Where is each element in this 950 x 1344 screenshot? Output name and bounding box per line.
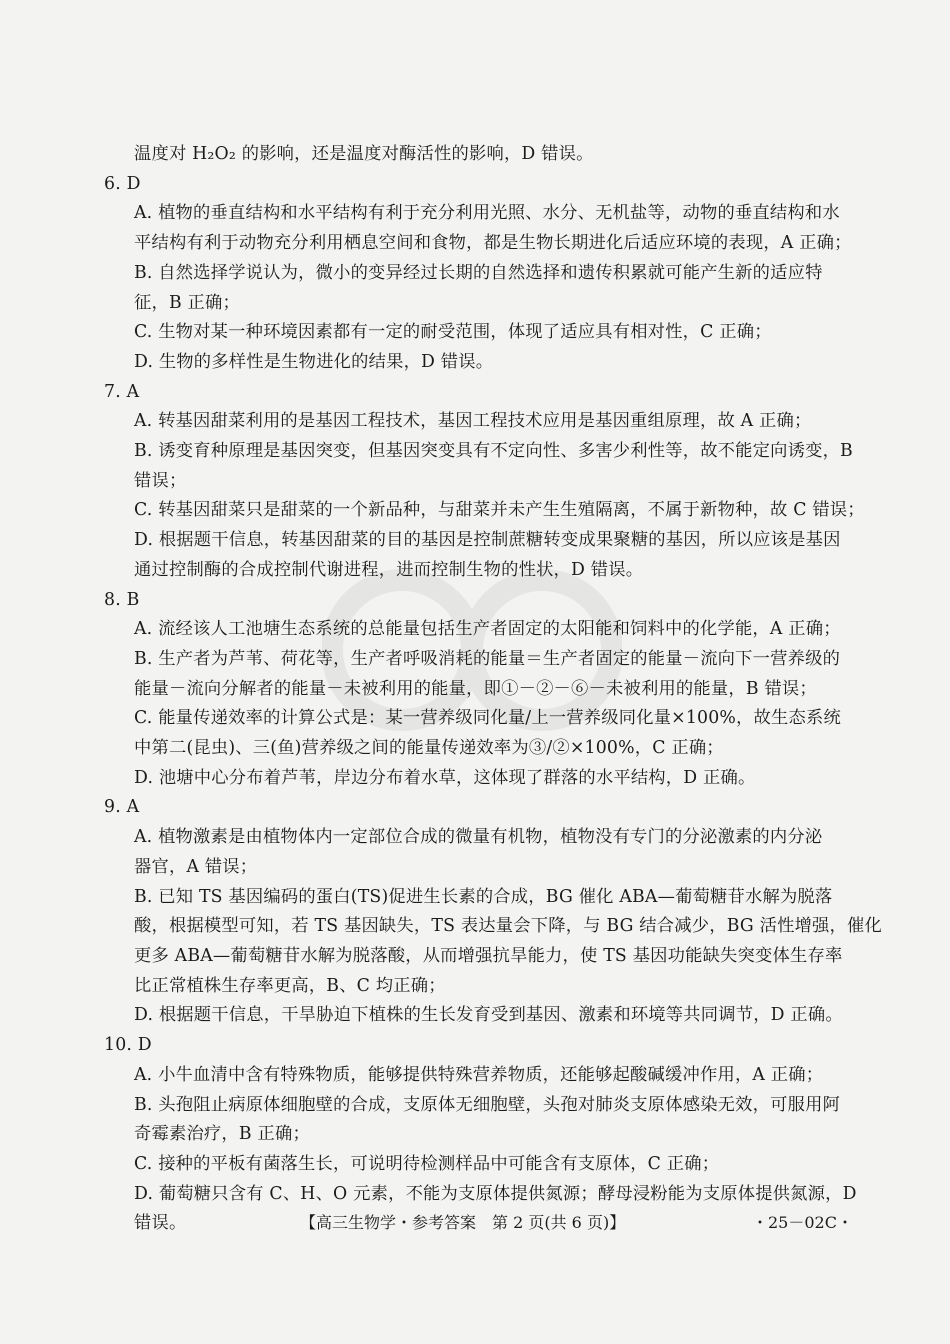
question-number: 7. A (104, 381, 140, 402)
answer-text-body (104, 140, 882, 1239)
answer-line: C. 转基因甜菜只是甜菜的一个新品种，与甜菜并未产生生殖隔离，不属于新物种，故 C 错误； (134, 500, 865, 521)
answer-line: B. 头孢阻止病原体细胞壁的合成，支原体无细胞壁，头孢对肺炎支原体感染无效，可服用阿 (134, 1094, 841, 1115)
question-number: 9. A (104, 797, 140, 818)
answer-line: B. 生产者为芦苇、荷花等，生产者呼吸消耗的能量＝生产者固定的能量－流向下一营养级的 (134, 648, 841, 669)
answer-line: 错误； (134, 470, 187, 491)
answer-line: 更多 ABA—葡萄糖苷水解为脱落酸，从而增强抗旱能力，使 TS 基因功能缺失突变体生存率 (134, 945, 843, 966)
question-number: 10. D (104, 1035, 152, 1056)
answer-line: D. 根据题干信息，转基因甜菜的目的基因是控制蔗糖转变成果聚糖的基因，所以应该是基因 (134, 530, 841, 551)
answer-line: 错误。 (134, 1213, 187, 1234)
answer-line: B. 已知 TS 基因编码的蛋白(TS)促进生长素的合成，BG 催化 ABA—葡萄糖苷水解为脱落 (134, 886, 833, 907)
answer-line: 中第二(昆虫)、三(鱼)营养级之间的能量传递效率为③/②×100%，C 正确； (134, 738, 724, 759)
footer-title: 【高三生物学・参考答案 第 2 页(共 6 页)】 (300, 1213, 626, 1232)
answer-line: A. 流经该人工池塘生态系统的总能量包括生产者固定的太阳能和饲料中的化学能，A 正确； (134, 619, 841, 640)
question-number: 8. B (104, 589, 140, 610)
answer-line: 能量－流向分解者的能量－未被利用的能量，即①－②－⑥－未被利用的能量，B 错误； (134, 678, 817, 699)
answer-line: C. 生物对某一种环境因素都有一定的耐受范围，体现了适应具有相对性，C 正确； (134, 322, 772, 343)
answer-line: D. 生物的多样性是生物进化的结果，D 错误。 (134, 351, 494, 372)
answer-line: D. 根据题干信息，干旱胁迫下植株的生长发育受到基因、激素和环境等共同调节，D 正确。 (134, 1005, 843, 1026)
footer-code: ・25－02C・ (752, 1213, 853, 1232)
answer-line: C. 能量传递效率的计算公式是：某一营养级同化量/上一营养级同化量×100%，故生态系统 (134, 708, 841, 729)
answer-line: A. 植物的垂直结构和水平结构有利于充分利用光照、水分、无机盐等，动物的垂直结构和水 (134, 203, 840, 224)
answer-line: 征，B 正确； (134, 292, 240, 313)
answer-line: 比正常植株生存率更高，B、C 均正确； (134, 975, 446, 996)
answer-line: 酸，根据模型可知，若 TS 基因缺失，TS 表达量会下降，与 BG 结合减少，BG 活性增强，催化 (134, 916, 882, 937)
answer-line: D. 葡萄糖只含有 C、H、O 元素，不能为支原体提供氮源；酵母浸粉能为支原体提供氮源，D (134, 1183, 857, 1204)
answer-line: 通过控制酶的合成控制代谢进程，进而控制生物的性状，D 错误。 (134, 559, 644, 580)
answer-line: D. 池塘中心分布着芦苇，岸边分布着水草，这体现了群落的水平结构，D 正确。 (134, 767, 756, 788)
answer-line: A. 小牛血清中含有特殊物质，能够提供特殊营养物质，还能够起酸碱缓冲作用，A 正确； (134, 1064, 824, 1085)
question-number: 6. D (104, 173, 141, 194)
answer-line: A. 植物激素是由植物体内一定部位合成的微量有机物，植物没有专门的分泌激素的内分泌 (134, 827, 823, 848)
answer-line: 器官，A 错误； (134, 856, 258, 877)
answer-line: C. 接种的平板有菌落生长，可说明待检测样品中可能含有支原体，C 正确； (134, 1153, 720, 1174)
answer-line: 奇霉素治疗，B 正确； (134, 1124, 310, 1145)
answer-line: A. 转基因甜菜利用的是基因工程技术，基因工程技术应用是基因重组原理，故 A 正确； (134, 411, 812, 432)
answer-line: 平结构有利于动物充分利用栖息空间和食物，都是生物长期进化后适应环境的表现，A 正确； (134, 233, 852, 254)
answer-line: B. 自然选择学说认为，微小的变异经过长期的自然选择和遗传积累就可能产生新的适应特 (134, 262, 823, 283)
answer-line: B. 诱变育种原理是基因突变，但基因突变具有不定向性、多害少利性等，故不能定向诱变，B (134, 441, 853, 462)
answer-line: 温度对 H₂O₂ 的影响，还是温度对酶活性的影响，D 错误。 (134, 144, 594, 164)
